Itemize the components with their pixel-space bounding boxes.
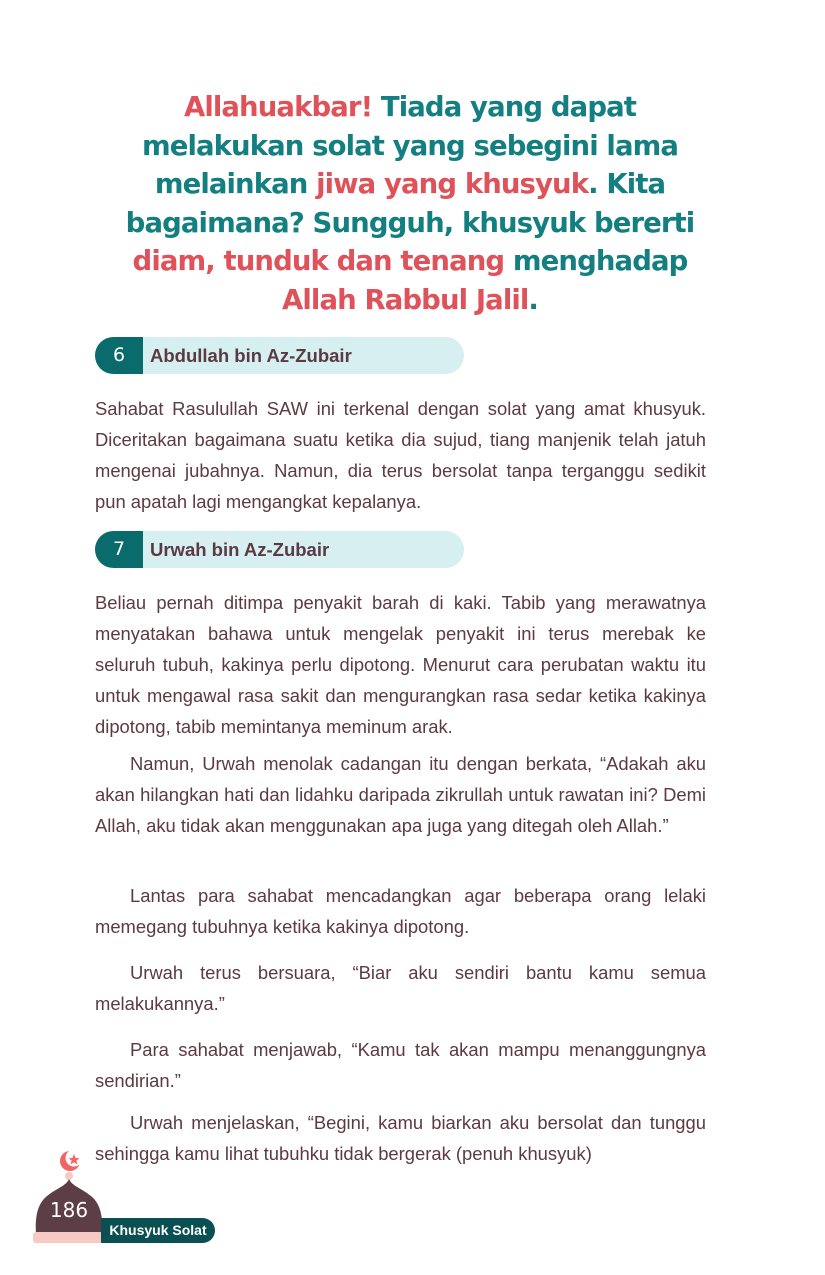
callout-text: Tiada yang dapat melakukan solat yang sebegini lama melainkan	[141, 91, 679, 200]
section-number: 7	[95, 531, 143, 568]
paragraph: Namun, Urwah menolak cadangan itu dengan berkata, “Adakah aku akan hilangkan hati dan lidahku daripada zikrullah untuk rawatan ini? Demi Allah, aku tidak akan menggunakan apa juga yang ditegah oleh Allah.”	[95, 753, 706, 836]
section-heading-6	[95, 337, 464, 374]
callout-text: . Kita bagaimana? Sungguh, khusyuk bererti	[125, 168, 695, 239]
paragraph: Urwah terus bersuara, “Biar aku sendiri bantu kamu semua melakukannya.”	[95, 962, 706, 1014]
callout-highlight: Allah Rabbul Jalil	[282, 283, 529, 316]
callout-highlight: diam, tunduk dan tenang	[132, 245, 505, 277]
callout-highlight: jiwa yang khusyuk	[316, 168, 589, 200]
paragraph: Lantas para sahabat mencadangkan agar beberapa orang lelaki memegang tubuhnya ketika kakinya dipotong.	[95, 885, 706, 937]
book-title-label: Khusyuk Solat	[101, 1218, 215, 1243]
section-title: Urwah bin Az-Zubair	[150, 539, 330, 560]
section-title: Abdullah bin Az-Zubair	[150, 345, 352, 366]
page-number: 186	[49, 1198, 89, 1222]
callout-text: menghadap	[504, 245, 688, 277]
paragraph: Para sahabat menjawab, “Kamu tak akan mampu menanggungnya sendirian.”	[95, 1039, 706, 1091]
paragraph: Beliau pernah ditimpa penyakit barah di kaki. Tabib yang merawatnya menyatakan bahawa untuk mengelak penyakit ini terus merebak ke seluruh tubuh, kakinya perlu dipotong. Menurut cara perubatan waktu itu untuk mengawal rasa sakit dan mengurangkan rasa sedar ketika kakinya dipotong, tabib memintanya meminum arak.	[95, 592, 706, 737]
section-heading-7	[95, 531, 464, 568]
paragraph: Urwah menjelaskan, “Begini, kamu biarkan aku bersolat dan tunggu sehingga kamu lihat tubuhku tidak bergerak (penuh khusyuk)	[95, 1112, 706, 1164]
callout-quote	[110, 88, 710, 319]
section-number: 6	[95, 337, 143, 374]
paragraph: Sahabat Rasulullah SAW ini terkenal dengan solat yang amat khusyuk. Diceritakan bagaimana suatu ketika dia sujud, tiang manjenik telah jatuh mengenai jubahnya. Namun, dia terus bersolat tanpa terganggu sedikit pun apatah lagi mengangkat kepalanya.	[95, 398, 706, 512]
callout-highlight: Allahuakbar!	[183, 91, 373, 123]
callout-text: .	[528, 283, 538, 316]
